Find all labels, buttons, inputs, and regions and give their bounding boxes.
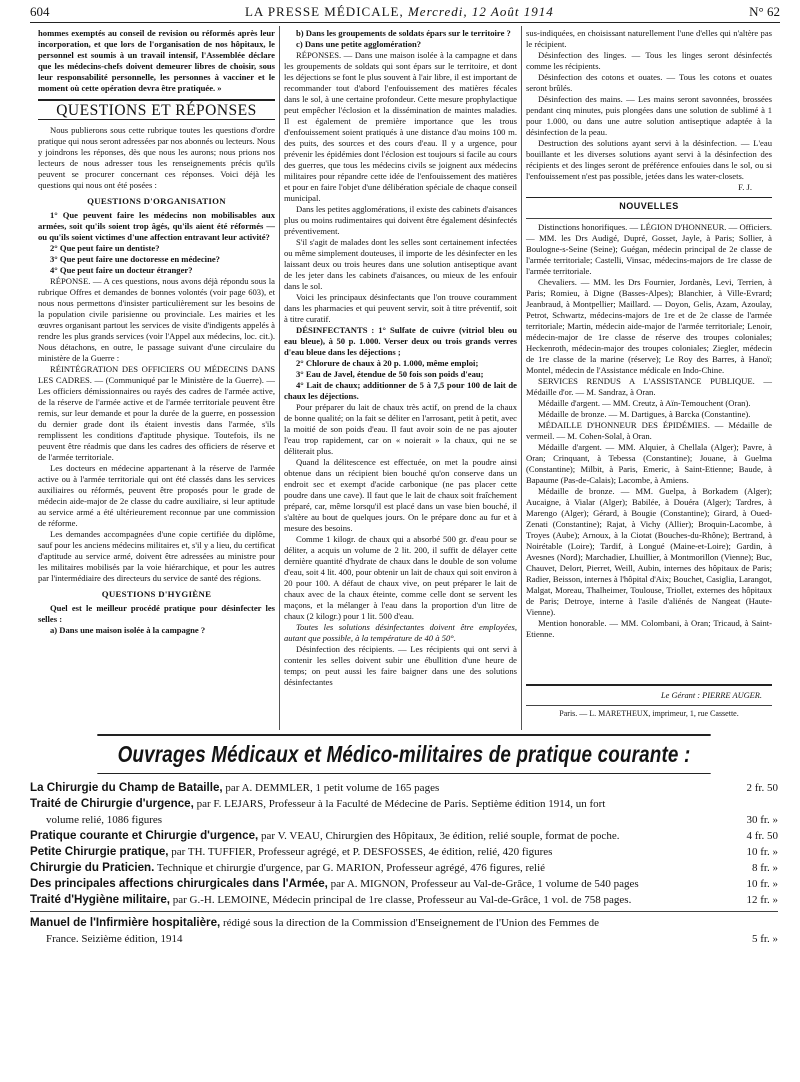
book-entry xyxy=(30,828,778,844)
book-entry xyxy=(30,860,778,876)
hygiene-question: Quel est le meilleur procédé pratique pour désinfecter les selles : xyxy=(38,603,275,624)
news-item: Médaille de bronze. — MM. Guelpa, à Borkadem (Alger); Aucaigne, à Vialar (Alger); Babilée, à Douéra (Alger); Tardres, à Marengo (Alger); Gérard, à Bougie (Constantine); Girard, à Oued-Zenati (Constantine); Rajat, à Vichy (Allier); Broquin-Lacombe, à Troyes (Aube); Arnoux, à la Ciotat (Bouches-du-Rhône); Bertrand, à Noirétable (Loire); Tardif, à Longué (Maine-et-Loire); Gardin, à Avesnes (Nord); Marchadier, Lhuillier, à Montmorillon (Vienne); Buc, Chauvet, Delort, Pierret, Weill, Aubin, internes des hôpitaux de Paris; Radier, Beisson, internes à l'hôpital d'Aix; Bouchet, Casiglia, Larangot, Malgat, Moreau, Thalheimer, Toulouse, Triollet, externes des hôpitaux de Paris; Detroye, interne à l'asile d'aliénés de Nangeat (Haute-Vienne). xyxy=(526,486,772,617)
book-price: 4 fr. 50 xyxy=(746,830,778,842)
book-title: Traité d'Hygiène militaire, xyxy=(30,893,170,906)
answer-paragraph: RÉINTÉGRATION DES OFFICIERS OU MÉDECINS DANS LES CADRES. — (Communiqué par le Ministère de la Guerre). — Les officiers démissionnaires ou rayés des cadres de l'armée active, de la réserve de l'armée active et de l'armée territoriale peuvent être remis, sur leur demande et pour la durée de la guerre, en possession du dernier grade dont ils étaient investis dans l'armée, s'ils remplissent les conditions d'aptitude physique. Toutefois, ils ne peuvent être réadmis que dans les cadres des officiers de réserve et de l'armée territoriale. xyxy=(38,364,275,462)
book-entry-continued xyxy=(30,812,778,828)
question-2: 2° Que peut faire un dentiste? xyxy=(50,243,160,253)
issue-date: Mercredi, 12 Août 1914 xyxy=(407,4,554,19)
news-item: Médaille de bronze. — M. Dartigues, à Barcka (Constantine). xyxy=(538,409,751,419)
page-number: 604 xyxy=(30,4,50,19)
intro-text: Nous publierons sous cette rubrique toutes les questions d'ordre pratique qui nous seront adressées par nos abonnés ou lecteurs. Nous y joindrons les réponses, dès que nous les aurons; nous prions nos lecteurs de nous adresser tous les renseignements précis qu'ils peuvent se procurer concernant ces réponses. Voici déjà les questions qui nous ont été posées : xyxy=(38,125,275,190)
book-title: Manuel de l'Infirmière hospitalière, xyxy=(30,916,221,929)
disinfectant-item: 3° Eau de Javel, étendue de 50 fois son poids d'eau; xyxy=(296,369,484,379)
answer-paragraph: Pour préparer du lait de chaux très actif, on prend de la chaux de bonne qualité; on la fait se déliter en l'arrosant, petit à petit, avec la moitié de son poids d'eau. Il faut avoir soin de ne pas ajouter l'eau trop rapidement, car on « noierait » la chaux, qui ne se déliterait plus. xyxy=(284,402,517,456)
book-entry xyxy=(30,876,778,892)
hygiene-question-a: a) Dans une maison isolée à la campagne ? xyxy=(50,625,206,635)
imprint-rule xyxy=(526,684,772,719)
book-price: 10 fr. » xyxy=(746,846,778,858)
answer-paragraph: RÉPONSES. — Dans une maison isolée à la campagne et dans les groupements de soldats qui sont épars sur le territoire, et dont les déjections se font le plus souvent à l'air libre, il est important de recommander tout d'abord l'enfouissement des matières fécales dans le sol, à une certaine profondeur. Cette mesure prophylactique peut empêcher l'éclosion et la dissémination de maintes maladies. Il est également de première importance que les trous d'enfouissement soient pratiqués à une distance d'au moins 100 m. des puits, des sources et des cours d'eau. Il y a urgence, pour prévenir les épidémies dont l'éclosion est toujours si facile au cours des guerres, que tous les médecins civils se joignent aux médecins militaires pour répandre cette idée de l'enfouissement des matières et pour en faire l'objet d'une délibération spéciale de chaque conseil municipal. xyxy=(284,50,517,203)
book-price: 5 fr. » xyxy=(752,933,778,945)
issue-number: N° 62 xyxy=(749,4,780,19)
author-signature: F. J. xyxy=(738,182,752,192)
news-item: Chevaliers. — MM. les Drs Fournier, Jordanès, Levi, Terrien, à Paris; Romieu, à Digne (Basses-Alpes); Blanchier, à Ville-Evrard; Jeanbraud, à Montpellier; Maillard. — Doyon, Gelis, Azam, Azoulay, Petrot, Schwartz, médecins-majors de 1re et de 2e classe de l'armée territoriale; Martin, médecin aide-major de l'armée territoriale; Lenoir, médecin-major de 1re classe de réserve des troupes coloniales; Heckenroth, médecin-major des troupes coloniales; Ziegler, médecin de 1re classe de la marine (réserve); Le Roy des Barres, à Hanoï; Montel, médecin de l'Assistance médicale en Indo-Chine. xyxy=(526,277,772,375)
news-item: Médaille d'argent. — MM. Creutz, à Aïn-Temouchent (Oran). xyxy=(538,398,751,408)
answer-paragraph: Toutes les solutions désinfectantes doivent être employées, autant que possible, à la température de 40 à 50°. xyxy=(284,622,517,643)
answer-paragraph: sus-indiquées, en choisissant naturellement l'une d'elles qui n'altère pas le récipient. xyxy=(526,28,772,49)
section-rule xyxy=(526,218,772,219)
disinfectant-item: 4° Lait de chaux; additionner de 5 à 7,5 pour 100 de lait de chaux les déjections. xyxy=(284,380,517,401)
book-description: Technique et chirurgie d'urgence, par G. MARION, Professeur agrégé, 476 figures, relié xyxy=(156,862,546,874)
book-description: par F. LEJARS, Professeur à la Faculté de Médecine de Paris. Septième édition 1914, un fort xyxy=(196,798,606,810)
book-description: par A. DEMMLER, 1 petit volume de 165 pages xyxy=(225,782,440,794)
book-title: Traité de Chirurgie d'urgence, xyxy=(30,797,194,810)
column-left xyxy=(38,28,275,730)
book-entry-continued xyxy=(30,931,778,947)
answer-paragraph: Quand la délitescence est effectuée, on met la poudre ainsi obtenue dans un récipient bien bouché qu'on conserve dans un endroit sec et exempt d'acide carbonique (ne pas placer cette poudre dans une cave). Il faut que le lait de chaux soit fraîchement préparé, car, même lorsqu'il est placé dans un vase bien bouché, il s'altère au bout de quelques jours. On le prépare donc au fur et à mesure des besoins. xyxy=(284,457,517,533)
answer-paragraph: Désinfection des cotons et ouates. — Tous les cotons et ouates seront brûlés. xyxy=(526,72,772,93)
book-list xyxy=(30,780,778,947)
answer-paragraph: Comme 1 kilogr. de chaux qui a absorbé 500 gr. d'eau pour se déliter, a acquis un volume de 2 lit. 200, il suffit de délayer cette dernière quantité d'hydrate de chaux dans le double de son volume d'eau, soit 4 lit. 400, pour obtenir un lait de chaux qui soit environ à 20 pour 100. A défaut de chaux vive, on peut préparer le lait de chaux avec de la chaux éteinte, comme celle dont se servent les maçons, et la mélanger à l'eau dans la proportion d'un litre de chaux (2 kilogr.) pour 1 lit. 500 d'eau. xyxy=(284,534,517,621)
book-price: 10 fr. » xyxy=(746,878,778,890)
book-price: 2 fr. 50 xyxy=(746,782,778,794)
answer-paragraph: Voici les principaux désinfectants que l'on trouve couramment dans les pharmacies et qui peuvent servir, soit à titre préventif, soit à titre curatif. xyxy=(284,292,517,324)
book-title: Petite Chirurgie pratique, xyxy=(30,845,169,858)
publication-name: LA PRESSE MÉDICALE, xyxy=(244,4,404,19)
hygiene-question-b: b) Dans les groupements de soldats épars sur le territoire ? xyxy=(296,28,511,38)
book-price: 12 fr. » xyxy=(746,894,778,906)
question-1: 1° Que peuvent faire les médecins non mobilisables aux armées, soit qu'ils soient trop âgés, qu'ils aient été réformés — ou qu'ils soient victimes d'une affection entravant leur activité? xyxy=(38,210,275,242)
news-item: Distinctions honorifiques. — LÉGION D'HONNEUR. — Officiers. — MM. les Drs Audigé, Dupré, Gosset, Jayle, à Paris; Sollier, à Boulogne-s-Seine (Seine); Guégan, médecin principal de 2e classe de l'armée territoriale; Castelli, Vinsac, médecins-majors de 1re classe de l'armée territoriale. xyxy=(526,222,772,276)
column-divider xyxy=(279,26,280,730)
column-middle xyxy=(284,28,517,730)
advertisement-separator xyxy=(30,911,778,912)
book-description: par TH. TUFFIER, Professeur agrégé, et P. DESFOSSES, 4e édition, relié, 420 figures xyxy=(171,846,553,858)
answer-paragraph: Désinfection des mains. — Les mains seront savonnées, brossées pendant cinq minutes, puis plongées dans une solution de sublimé à 1 pour 1.000, ou dans une autre solution antiseptique adaptée à la désinfection de la peau. xyxy=(526,94,772,137)
question-4: 4° Que peut faire un docteur étranger? xyxy=(50,265,193,275)
book-title: Chirurgie du Praticien. xyxy=(30,861,155,874)
answer-paragraph: Destruction des solutions ayant servi à la désinfection. — L'eau bouillante et les diverses solutions ayant servi à la désinfection des récipients et des linges seront de préférence enfouies dans le sol, ou si l'enfouissement n'est pas possible, jetées dans les water-closets. xyxy=(526,138,772,181)
gerant-line: Le Gérant : PIERRE AUGER. xyxy=(660,691,762,700)
question-3: 3° Que peut faire une doctoresse en médecine? xyxy=(50,254,220,264)
column-divider xyxy=(521,26,522,730)
book-price: 8 fr. » xyxy=(752,862,778,874)
news-item: SERVICES RENDUS A L'ASSISTANCE PUBLIQUE. — Médaille d'or. — M. Sandraz, à Oran. xyxy=(526,376,772,397)
imprint-block xyxy=(526,681,772,729)
disinfectant-item: 2° Chlorure de chaux à 20 p. 1.000, même emploi; xyxy=(296,358,479,368)
book-description: par V. VEAU, Chirurgien des Hôpitaux, 3e édition, relié souple, format de poche. xyxy=(261,830,620,842)
news-item: MÉDAILLE D'HONNEUR DES ÉPIDÉMIES. — Médaille de vermeil. — M. Cohen-Solal, à Oran. xyxy=(526,420,772,441)
advertisement-title: Ouvrages Médicaux et Médico-militaires de pratique courante : xyxy=(97,734,710,774)
book-description: par A. MIGNON, Professeur au Val-de-Grâce, 1 volume de 540 pages xyxy=(330,878,639,890)
subheading-organisation: QUESTIONS D'ORGANISATION xyxy=(87,196,226,206)
answer-paragraph: Les demandes accompagnées d'une copie certifiée du diplôme, sauf pour les anciens médecins militaires et, s'il y a lieu, du certificat d'aptitude au service armé, doivent être adressées au ministre pour les militaires mobilisés par la voie hiérarchique, et pour les autres par l'intermédiaire des directeurs du service de santé des régions. xyxy=(38,529,275,583)
answer-paragraph: Désinfection des linges. — Tous les linges seront désinfectés comme les récipients. xyxy=(526,50,772,71)
disinfectant-item: DÉSINFECTANTS : 1° Sulfate de cuivre (vitriol bleu ou eau bleue), à 50 p. 1.000. Verser deux ou trois grands verres d'eau bleue dans les déjections ; xyxy=(284,325,517,357)
book-description-continued: France. Seizième édition, 1914 xyxy=(46,933,183,945)
publication-title xyxy=(245,4,554,20)
answer-paragraph: Dans les petites agglomérations, il existe des cabinets d'aisances plus ou moins rudimentaires qui doivent être également désinfectés préventivement. xyxy=(284,204,517,236)
answer-paragraph: S'il s'agit de malades dont les selles sont certainement infectées ou même simplement douteuses, il importe de les désinfecter en les laissant deux ou trois heures dans une solution antiseptique avant de les jeter dans les cabinets d'aisances, ou mieux de les enfouir dans le sol. xyxy=(284,237,517,291)
header-rule xyxy=(30,22,780,23)
advertisement xyxy=(30,734,778,1074)
intro-paragraph: hommes exemptés au conseil de revision ou réformés après leur incorporation, et que lors de l'organisation de nos hôpitaux, le personnel est soumis à un travail intensif, l'Assemblée déclare que les médecins-chefs doivent demeurer libres de choisir, sous leur responsabilité personnelle, les personnes à vacciner et le moment où cette opération devra être pratiquée. » xyxy=(38,28,275,93)
subheading-hygiene: QUESTIONS D'HYGIÈNE xyxy=(101,589,212,599)
book-title: La Chirurgie du Champ de Bataille, xyxy=(30,781,223,794)
book-entry xyxy=(30,892,778,908)
book-description: par G.-H. LEMOINE, Médecin principal de 1re classe, Professeur au Val-de-Grâce, 1 vol. de 758 pages. xyxy=(172,894,632,906)
book-entry-manuel xyxy=(30,915,778,931)
book-price: 30 fr. » xyxy=(746,814,778,826)
news-item: Mention honorable. — MM. Colombani, à Oran; Tricaud, à Saint-Etienne. xyxy=(526,618,772,639)
book-entry xyxy=(30,780,778,796)
column-right xyxy=(526,28,772,639)
book-title: Pratique courante et Chirurgie d'urgence, xyxy=(30,829,259,842)
book-title: Des principales affections chirurgicales dans l'Armée, xyxy=(30,877,328,890)
answer-paragraph: Désinfection des récipients. — Les récipients qui ont servi à contenir les selles doivent subir une ébullition d'une heure de temps; on peut aussi les faire baigner dans une des solutions désinfectantes xyxy=(284,644,517,687)
printer-line: Paris. — L. MARETHEUX, imprimeur, 1, rue Cassette. xyxy=(526,705,772,719)
answer-paragraph: RÉPONSE. — A ces questions, nous avons déjà répondu sous la rubrique Offres et demandes de bonnes volontés (voir page 603), et nous nous permettons d'insister particulièrement sur les besoins de la population civile parisienne ou provinciale. Les mairies et les œuvres organisant partout les services de visite d'indigents appelés à rendre les plus grands services (voir l'Appel aux médecins, loc. cit.). Nous détachons, en outre, le passage suivant d'une circulaire du ministère de la Guerre : xyxy=(38,276,275,363)
hygiene-question-c: c) Dans une petite agglomération? xyxy=(296,39,422,49)
running-header xyxy=(30,2,780,22)
section-title-nouvelles: NOUVELLES xyxy=(526,197,772,215)
book-entry xyxy=(30,844,778,860)
book-entry xyxy=(30,796,778,812)
book-description-continued: volume relié, 1086 figures xyxy=(46,814,163,826)
answer-paragraph: Les docteurs en médecine appartenant à la réserve de l'armée active ou à l'armée territoriale qui ont été classés dans les services auxiliaires ou réformés, peuvent être proposés pour le grade de médecin aide-major de 2e classe du cadre auxiliaire, si leur aptitude au service armé a été ultérieurement reconnue par une commission de réforme. xyxy=(38,463,275,528)
news-item: Médaille d'argent. — MM. Alquier, à Chellala (Alger); Pavre, à Oran; Crinquant, à Tebessa (Constantine); Jouane, à Guelma (Constantine); Milbit, à Paris, Emeric, à Saint-Etienne; Baude, à Bapaume (Pas-de-Calais); Lacombe, à Amiens. xyxy=(526,442,772,485)
book-description: rédigé sous la direction de la Commission d'Enseignement de l'Union des Femmes de xyxy=(223,917,600,929)
section-title-questions: QUESTIONS ET RÉPONSES xyxy=(38,99,275,120)
